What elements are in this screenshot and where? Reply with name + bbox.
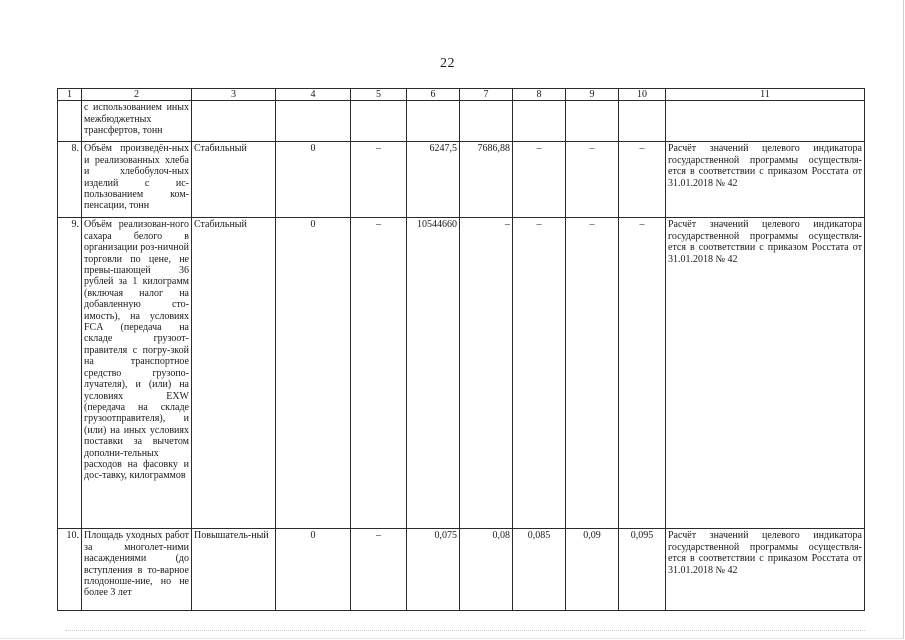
value-cell: 0,09 <box>566 529 619 611</box>
header-row <box>58 89 865 101</box>
table-row <box>58 529 865 611</box>
value-cell: – <box>351 218 407 529</box>
indicator-name: с использованием иных межбюджетных трансфертов, тонн <box>82 101 192 142</box>
value-cell: – <box>460 218 513 529</box>
value-cell <box>619 101 666 142</box>
row-number: 8. <box>58 142 82 218</box>
row-number: 9. <box>58 218 82 529</box>
value-cell: 7686,88 <box>460 142 513 218</box>
calculation-note <box>666 101 865 142</box>
header-cell: 11 <box>666 89 865 101</box>
calculation-note: Расчёт значений целевого индикатора государственной программы осуществля-ется в соответствии с приказом Росстата от 31.01.2018 № 42 <box>666 142 865 218</box>
header-cell: 2 <box>82 89 192 101</box>
calculation-note: Расчёт значений целевого индикатора государственной программы осуществля-ется в соответствии с приказом Росстата от 31.01.2018 № 42 <box>666 218 865 529</box>
calculation-note: Расчёт значений целевого индикатора государственной программы осуществля-ется в соответствии с приказом Росстата от 31.01.2018 № 42 <box>666 529 865 611</box>
header-cell: 6 <box>407 89 460 101</box>
value-cell: 0 <box>276 529 351 611</box>
value-cell: 0,08 <box>460 529 513 611</box>
value-cell: – <box>351 529 407 611</box>
value-cell: – <box>513 218 566 529</box>
value-cell: 0,085 <box>513 529 566 611</box>
table-row <box>58 218 865 529</box>
header-cell: 1 <box>58 89 82 101</box>
table-row <box>58 101 865 142</box>
value-cell: – <box>619 142 666 218</box>
indicator-name: Площадь уходных работ за многолет-ними насаждениями (до вступления в то-варное плодоноше-ние, но не более 3 лет <box>82 529 192 611</box>
value-cell <box>407 101 460 142</box>
row-number: 10. <box>58 529 82 611</box>
page-number: 22 <box>440 56 455 71</box>
header-cell: 9 <box>566 89 619 101</box>
value-cell: – <box>513 142 566 218</box>
header-cell: 7 <box>460 89 513 101</box>
value-cell: – <box>351 142 407 218</box>
indicator-name: Объём произведён-ных и реализованных хлеба и хлебобулоч-ных изделий с ис-пользованием ком-пенсации, тонн <box>82 142 192 218</box>
header-cell: 8 <box>513 89 566 101</box>
scan-artifact-line <box>65 630 865 631</box>
header-cell: 10 <box>619 89 666 101</box>
value-cell: 0 <box>276 218 351 529</box>
header-cell: 4 <box>276 89 351 101</box>
indicator-trend: Стабильный <box>192 142 276 218</box>
value-cell: 10544660 <box>407 218 460 529</box>
indicator-trend <box>192 101 276 142</box>
header-cell: 3 <box>192 89 276 101</box>
row-number <box>58 101 82 142</box>
value-cell: 0 <box>276 142 351 218</box>
value-cell <box>276 101 351 142</box>
value-cell: – <box>619 218 666 529</box>
value-cell <box>566 101 619 142</box>
table-row <box>58 142 865 218</box>
value-cell: 6247,5 <box>407 142 460 218</box>
indicator-table <box>57 88 865 611</box>
value-cell: 0,075 <box>407 529 460 611</box>
indicator-trend: Стабильный <box>192 218 276 529</box>
indicator-trend: Повышатель-ный <box>192 529 276 611</box>
header-cell: 5 <box>351 89 407 101</box>
value-cell: 0,095 <box>619 529 666 611</box>
value-cell <box>513 101 566 142</box>
indicator-name: Объём реализован-ного сахара белого в организации роз-ничной торговли по цене, не превы-шающей 36 рублей за 1 килограмм (включая налог на добавленную сто-имость), на условиях FCA (передача на складе грузоот-правителя с погру-зкой на транспортное средство грузопо-лучателя), и (или) на условиях EXW (передача на складе грузоотправителя), и (или) на иных условиях поставки за вычетом дополни-тельных расходов на фасовку и дос-тавку, килограммов <box>82 218 192 529</box>
value-cell <box>351 101 407 142</box>
value-cell: – <box>566 142 619 218</box>
value-cell: – <box>566 218 619 529</box>
value-cell <box>460 101 513 142</box>
